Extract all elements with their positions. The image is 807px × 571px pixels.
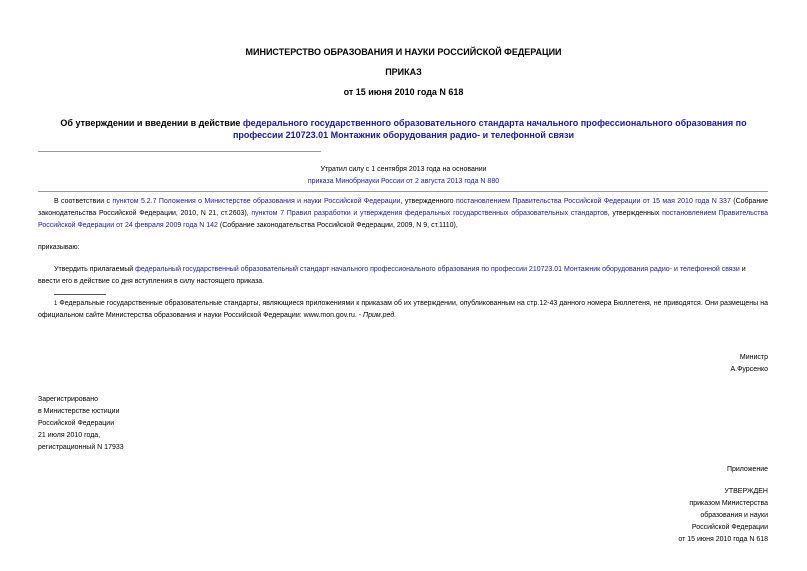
divider (38, 151, 321, 152)
standard-link-1[interactable]: федерального государственного образовательного стандарта начального профессионального образования по (242, 118, 747, 128)
standard-link-2[interactable]: профессии 210723.01 Монтажник оборудования радио- и телефонной связи (232, 130, 575, 140)
order-word: приказываю: (38, 244, 80, 251)
decree-142-link[interactable]: постановлением Правительства Российской Федерации от 24 февраля 2009 года N 142 (38, 210, 768, 229)
footnote-text: Федеральные государственные образовательные стандарты, являющиеся приложениями к приказам об их утверждении, опубликованным на стр.12-43 данного номера Бюллетеня, не приводятся. Они размещены на официальном сайте Министерства образования и науки Российской Федерации: www.mon.gov.ru. - (38, 300, 768, 319)
registration-line: Зарегистрировано (38, 396, 98, 403)
preamble-paragraph (38, 196, 768, 232)
doc-title-prefix: Об утверждении и введении в действие (60, 118, 243, 128)
footnote-marker: 1 (54, 301, 58, 307)
footnote (38, 298, 768, 322)
approval-line: Российской Федерации (691, 524, 768, 531)
decree-337-link[interactable]: постановлением Правительства Российской Федерации от 15 мая 2010 года N 337 (455, 198, 731, 205)
text-run: (Собрание законодательства Российской Федерации, 2010, N 21, ст.2603), (38, 198, 768, 217)
text-run: Утвердить прилагаемый (54, 266, 136, 273)
doc-date-number: от 15 июня 2010 года N 618 (343, 87, 464, 97)
text-run: и ввести его в действие со дня вступления в силу настоящего приказа. (38, 266, 746, 285)
registration-line: в Министерстве юстиции (38, 408, 120, 415)
doc-type: ПРИКАЗ (385, 67, 422, 77)
text-run: , утвержденных (607, 210, 663, 217)
registration-line: регистрационный N 17933 (38, 444, 124, 451)
text-run: (Собрание законодательства Российской Федерации, 2009, N 9, ст.1110), (217, 222, 458, 229)
approval-block (678, 486, 768, 546)
approved-label: УТВЕРЖДЕН (724, 488, 768, 495)
doc-title (0, 117, 807, 141)
appendix-label: Приложение (726, 466, 768, 473)
standard-link[interactable]: федеральный государственный образовательный стандарт начального профессионального образования по профессии 210723.01 Монтажник оборудования радио- и телефонной связи (135, 266, 740, 273)
footnote-divider (54, 294, 106, 295)
editor-note: Прим.ред. (363, 312, 397, 319)
registration-line: 21 июля 2010 года, (38, 432, 101, 439)
ministry-title: МИНИСТЕРСТВО ОБРАЗОВАНИЯ И НАУКИ РОССИЙСКОЙ ФЕДЕРАЦИИ (245, 47, 562, 57)
signature-block (730, 352, 768, 376)
signatory-role: Министр (739, 354, 768, 361)
divider (38, 191, 768, 192)
repeal-order-link[interactable]: приказа Минобрнауки России от 2 августа 2013 года N 880 (307, 178, 500, 185)
registration-block (38, 394, 124, 454)
approval-paragraph (38, 264, 768, 288)
status-line: Утратил силу с 1 сентября 2013 года на основании (320, 166, 487, 173)
approval-line: от 15 июня 2010 года N 618 (678, 536, 768, 543)
approval-line: образования и науки (700, 512, 768, 519)
registration-line: Российской Федерации (38, 420, 115, 427)
signatory-name: А.Фурсенко (730, 366, 768, 373)
regulation-link[interactable]: пунктом 5.2.7 Положения о Министерстве образования и науки Российской Федерации (112, 198, 401, 205)
text-run: , утвержденного (400, 198, 456, 205)
approval-line: приказом Министерства (689, 500, 768, 507)
text-run: В соответствии с (54, 198, 113, 205)
rules-link[interactable]: пунктом 7 Правил разработки и утверждения федеральных государственных образовательных стандартов (251, 210, 608, 217)
